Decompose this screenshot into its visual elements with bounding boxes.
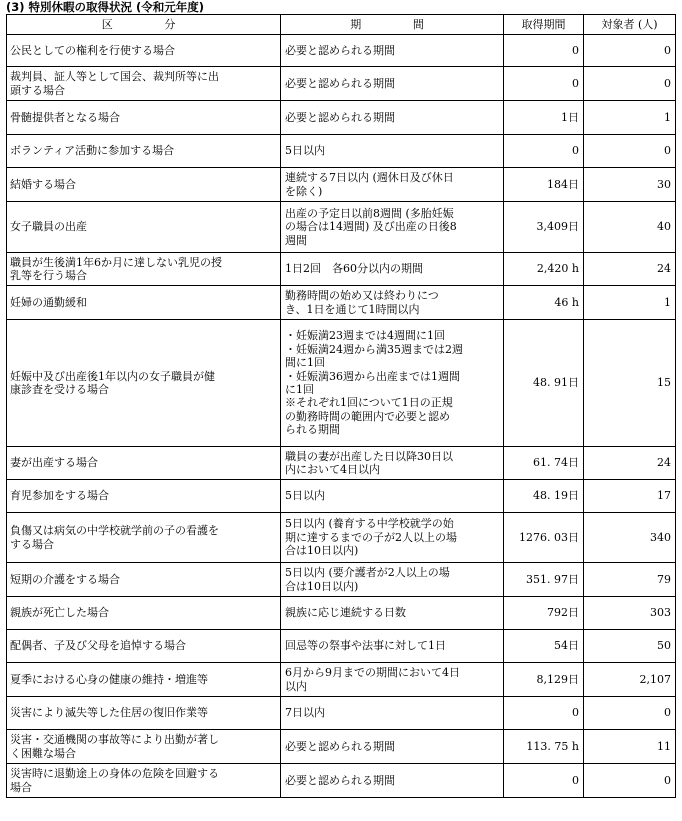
header-period: 期 間 <box>281 15 504 35</box>
header-category: 区 分 <box>7 15 281 35</box>
category-cell-line: 妊婦の通勤緩和 <box>10 295 87 309</box>
table-row <box>7 597 676 630</box>
period-cell-line: られる期間 <box>285 423 340 437</box>
acquired-cell: 351. 97日 <box>504 563 584 597</box>
category-cell-line: 女子職員の出産 <box>10 220 87 234</box>
period-cell-line: 間に1回 <box>285 356 325 370</box>
period-cell-line: 5日以内 <box>285 489 325 503</box>
period-cell-line: 勤務時間の始め又は終わりにつ <box>285 289 439 303</box>
persons-cell: 1 <box>584 101 676 135</box>
persons-cell: 17 <box>584 480 676 513</box>
category-cell <box>7 513 281 563</box>
acquired-cell: 46 h <box>504 286 584 320</box>
acquired-cell: 1日 <box>504 101 584 135</box>
acquired-cell: 0 <box>504 697 584 730</box>
period-cell <box>281 513 504 563</box>
table-row <box>7 320 676 447</box>
period-cell <box>281 480 504 513</box>
acquired-cell: 1276. 03日 <box>504 513 584 563</box>
category-cell <box>7 480 281 513</box>
persons-cell: 15 <box>584 320 676 447</box>
acquired-cell: 113. 75 h <box>504 730 584 764</box>
table-row <box>7 168 676 202</box>
table-body <box>7 35 676 798</box>
period-cell <box>281 101 504 135</box>
category-cell-line: 骨髄提供者となる場合 <box>10 110 120 124</box>
period-cell <box>281 168 504 202</box>
table-row <box>7 447 676 480</box>
period-cell-line: 必要と認められる期間 <box>285 773 395 787</box>
persons-cell: 303 <box>584 597 676 630</box>
persons-cell: 30 <box>584 168 676 202</box>
category-cell <box>7 697 281 730</box>
table-row <box>7 35 676 67</box>
acquired-cell: 0 <box>504 135 584 168</box>
acquired-cell: 792日 <box>504 597 584 630</box>
persons-cell: 0 <box>584 67 676 101</box>
period-cell <box>281 35 504 67</box>
category-cell-line: 妻が出産する場合 <box>10 456 98 470</box>
period-cell <box>281 286 504 320</box>
persons-cell: 340 <box>584 513 676 563</box>
period-cell-line: ・妊娠満23週までは4週間に1回 <box>285 329 445 343</box>
category-cell-line: ボランティア活動に参加する場合 <box>10 144 175 158</box>
period-cell-line: の勤務時間の範囲内で必要と認め <box>285 409 450 423</box>
period-cell-line: 回忌等の祭事や法事に対して1日 <box>285 639 446 653</box>
category-cell <box>7 320 281 447</box>
table-row <box>7 630 676 663</box>
table-row <box>7 202 676 253</box>
acquired-cell: 0 <box>504 764 584 798</box>
period-cell-line: ・妊娠満36週から出産までは1週間 <box>285 369 460 383</box>
period-cell <box>281 253 504 286</box>
period-cell <box>281 697 504 730</box>
table-row <box>7 513 676 563</box>
table-row <box>7 697 676 730</box>
persons-cell: 0 <box>584 135 676 168</box>
period-cell-line: 5日以内 (養育する中学校就学の始 <box>285 517 454 531</box>
table-row <box>7 663 676 697</box>
period-cell-line: 1日2回 各60分以内の期間 <box>285 262 423 276</box>
persons-cell: 24 <box>584 447 676 480</box>
category-cell <box>7 202 281 253</box>
acquired-cell: 48. 91日 <box>504 320 584 447</box>
acquired-cell: 61. 74日 <box>504 447 584 480</box>
category-cell-line: 育児参加をする場合 <box>10 489 109 503</box>
header-persons: 対象者 (人) <box>584 15 676 35</box>
category-cell-line: 康診査を受ける場合 <box>10 383 109 396</box>
period-cell-line: 職員の妻が出産した日以降30日以 <box>285 449 453 463</box>
period-cell-line: 6月から9月までの期間において4日 <box>285 666 460 680</box>
period-cell-line: ※それぞれ1回について1日の正規 <box>285 396 453 410</box>
period-cell-line: 親族に応じ連続する日数 <box>285 606 406 620</box>
period-cell-line: 出産の予定日以前8週間 (多胎妊娠 <box>285 206 454 220</box>
persons-cell: 0 <box>584 697 676 730</box>
table-row <box>7 101 676 135</box>
period-cell-line: 合は10日以内) <box>285 579 359 593</box>
period-cell-line: 必要と認められる期間 <box>285 43 395 57</box>
category-cell-line: 負傷又は病気の中学校就学前の子の看護を <box>10 524 219 538</box>
category-cell-line: する場合 <box>10 537 54 551</box>
category-cell-line: 頭する場合 <box>10 83 65 97</box>
period-cell-line: 連続する7日以内 (週休日及び休日 <box>285 171 454 185</box>
persons-cell: 40 <box>584 202 676 253</box>
category-cell-line: 親族が死亡した場合 <box>10 606 109 620</box>
persons-cell: 2,107 <box>584 663 676 697</box>
period-cell <box>281 730 504 764</box>
period-cell <box>281 597 504 630</box>
period-cell-line: 7日以内 <box>285 706 325 720</box>
table-row <box>7 563 676 597</box>
table-row <box>7 764 676 798</box>
category-cell <box>7 663 281 697</box>
category-cell <box>7 35 281 67</box>
category-cell <box>7 168 281 202</box>
table-row <box>7 67 676 101</box>
period-cell <box>281 67 504 101</box>
period-cell <box>281 663 504 697</box>
acquired-cell: 0 <box>504 35 584 67</box>
category-cell-line: 災害により滅失等した住居の復旧作業等 <box>10 706 208 720</box>
category-cell <box>7 67 281 101</box>
period-cell-line: 以内 <box>285 679 307 693</box>
period-cell-line: 必要と認められる期間 <box>285 76 395 90</box>
category-cell-line: 災害・交通機関の事故等により出勤が著し <box>10 733 219 747</box>
period-cell-line: 内において4日以内 <box>285 463 380 476</box>
period-cell-line: を除く) <box>285 184 323 198</box>
category-cell-line: 場合 <box>10 780 32 794</box>
category-cell <box>7 597 281 630</box>
period-cell-line: き、1日を通じて1時間以内 <box>285 302 420 316</box>
header-acquired: 取得期間 <box>504 15 584 35</box>
period-cell <box>281 563 504 597</box>
period-cell <box>281 320 504 447</box>
table-row <box>7 253 676 286</box>
persons-cell: 79 <box>584 563 676 597</box>
persons-cell: 24 <box>584 253 676 286</box>
period-cell <box>281 202 504 253</box>
category-cell-line: 乳等を行う場合 <box>10 269 87 282</box>
table-row <box>7 480 676 513</box>
period-cell-line: 期に達するまでの子が2人以上の場 <box>285 530 457 544</box>
period-cell-line: 5日以内 <box>285 144 325 158</box>
category-cell <box>7 253 281 286</box>
category-cell <box>7 101 281 135</box>
table-row <box>7 286 676 320</box>
category-cell-line: 災害時に退勤途上の身体の危険を回避する <box>10 767 219 781</box>
table-row <box>7 730 676 764</box>
header-row <box>7 15 676 35</box>
period-cell-line: 5日以内 (要介護者が2人以上の場 <box>285 566 450 580</box>
period-cell-line: 週間 <box>285 233 307 247</box>
category-cell <box>7 447 281 480</box>
period-cell <box>281 764 504 798</box>
period-cell-line: 合は10日以内) <box>285 544 359 558</box>
persons-cell: 0 <box>584 764 676 798</box>
acquired-cell: 48. 19日 <box>504 480 584 513</box>
period-cell <box>281 135 504 168</box>
acquired-cell: 0 <box>504 67 584 101</box>
table-title: (3) 特別休暇の取得状況 (令和元年度) <box>6 0 205 14</box>
special-leave-table <box>6 14 676 798</box>
period-cell <box>281 630 504 663</box>
category-cell <box>7 286 281 320</box>
table-row <box>7 135 676 168</box>
category-cell-line: く困難な場合 <box>10 746 76 760</box>
period-cell-line: の場合は14週間) 及び出産の日後8 <box>285 220 457 234</box>
category-cell-line: 公民としての権利を行使する場合 <box>10 43 175 57</box>
category-cell-line: 裁判員、証人等として国会、裁判所等に出 <box>10 70 219 84</box>
category-cell-line: 妊娠中及び出産後1年以内の女子職員が健 <box>10 369 215 383</box>
category-cell-line: 短期の介護をする場合 <box>10 572 120 586</box>
category-cell-line: 結婚する場合 <box>10 177 76 191</box>
category-cell <box>7 764 281 798</box>
period-cell-line: 必要と認められる期間 <box>285 739 395 753</box>
category-cell <box>7 630 281 663</box>
category-cell <box>7 135 281 168</box>
category-cell <box>7 563 281 597</box>
period-cell-line: 必要と認められる期間 <box>285 110 395 124</box>
persons-cell: 50 <box>584 630 676 663</box>
acquired-cell: 184日 <box>504 168 584 202</box>
period-cell <box>281 447 504 480</box>
period-cell-line: に1回 <box>285 383 314 396</box>
category-cell-line: 夏季における心身の健康の維持・増進等 <box>10 672 208 686</box>
acquired-cell: 54日 <box>504 630 584 663</box>
period-cell-line: ・妊娠満24週から満35週までは2週 <box>285 342 463 356</box>
category-cell-line: 配偶者、子及び父母を追悼する場合 <box>10 639 186 653</box>
acquired-cell: 3,409日 <box>504 202 584 253</box>
acquired-cell: 2,420 h <box>504 253 584 286</box>
acquired-cell: 8,129日 <box>504 663 584 697</box>
persons-cell: 1 <box>584 286 676 320</box>
persons-cell: 0 <box>584 35 676 67</box>
category-cell <box>7 730 281 764</box>
persons-cell: 11 <box>584 730 676 764</box>
category-cell-line: 職員が生後満1年6か月に達しない乳児の授 <box>10 255 222 269</box>
